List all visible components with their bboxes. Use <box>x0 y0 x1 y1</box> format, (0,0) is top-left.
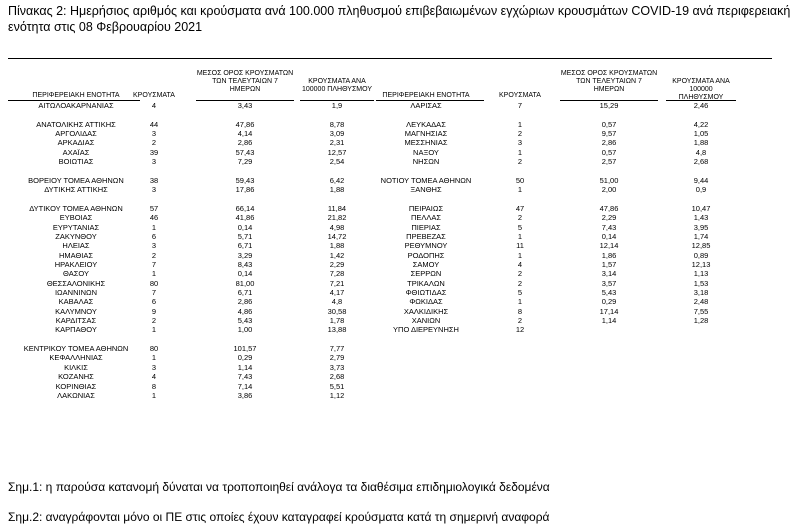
right-row-region: ΠΙΕΡΙΑΣ <box>411 222 441 232</box>
left-row-cases: 3 <box>151 362 157 372</box>
left-row-avg: 2,86 <box>237 138 253 148</box>
left-row-region: ΚΑΒΑΛΑΣ <box>58 297 94 307</box>
right-row-per100k: 1,43 <box>693 213 709 223</box>
right-row-avg: 17,14 <box>599 306 619 316</box>
left-row-region: ΚΑΛΥΜΝΟΥ <box>55 306 97 316</box>
right-row-per100k: 2,68 <box>693 157 709 167</box>
left-row-avg: 6,71 <box>237 288 253 297</box>
left-row-per100k: 1,42 <box>329 250 345 260</box>
left-row-avg: 6,71 <box>237 241 253 251</box>
left-row-region: ΑΝΑΤΟΛΙΚΗΣ ΑΤΤΙΚΗΣ <box>36 119 116 129</box>
left-row-region: ΚΙΛΚΙΣ <box>64 362 88 372</box>
left-row-cases: 3 <box>151 129 157 139</box>
left-row-cases: 39 <box>149 147 159 157</box>
right-row-per100k: 12,13 <box>691 259 711 269</box>
left-row-region: ΑΡΚΑΔΙΑΣ <box>57 138 95 148</box>
table-caption: Πίνακας 2: Ημερήσιος αριθμός και κρούσματα ανά 100.000 πληθυσμού επιβεβαιωμένων εγχώριων κρουσμάτων COVID-19 ανά περιφερειακή ενότητα στις 08 Φεβρουαρίου 2021 <box>8 4 791 34</box>
left-row-region: ΗΡΑΚΛΕΙΟΥ <box>54 259 98 269</box>
left-row-per100k: 1,88 <box>329 241 345 251</box>
right-row-cases: 2 <box>517 129 523 139</box>
left-row-cases: 1 <box>151 269 157 279</box>
left-row-region: ΑΡΓΟΛΙΔΑΣ <box>55 129 97 139</box>
right-row-region: ΜΕΣΣΗΝΙΑΣ <box>404 138 448 148</box>
left-row-region: ΗΜΑΘΙΑΣ <box>58 250 94 260</box>
left-row-cases: 80 <box>149 278 159 288</box>
right-row-per100k: 4,22 <box>693 119 709 129</box>
right-row-cases: 1 <box>517 297 523 307</box>
right-row-per100k: 10,47 <box>691 203 711 213</box>
left-row-avg: 1,14 <box>237 362 253 372</box>
right-row-cases: 7 <box>517 101 523 110</box>
right-row-avg: 2,57 <box>601 157 617 167</box>
left-row-per100k: 2,54 <box>329 157 345 167</box>
left-row-region: ΛΑΚΩΝΙΑΣ <box>57 390 95 400</box>
left-row-avg: 17,86 <box>235 185 255 195</box>
right-row-avg: 3,57 <box>601 278 617 288</box>
left-row-cases: 1 <box>151 390 157 400</box>
right-row-per100k: 1,13 <box>693 269 709 279</box>
left-row-per100k: 1,9 <box>331 101 343 110</box>
right-row-avg: 47,86 <box>599 203 619 213</box>
right-row-cases: 1 <box>517 231 523 241</box>
right-row-cases: 5 <box>517 222 523 232</box>
left-row-per100k: 21,82 <box>327 213 347 223</box>
right-row-region: ΠΕΙΡΑΙΩΣ <box>408 203 444 213</box>
right-row-cases: 1 <box>517 147 523 157</box>
left-row-per100k: 30,58 <box>327 306 347 316</box>
left-header-avg: ΜΕΣΟΣ ΟΡΟΣ ΚΡΟΥΣΜΑΤΩΝ ΤΩΝ ΤΕΛΕΥΤΑΙΩΝ 7 ΗΜΕΡΩΝ <box>196 70 294 93</box>
left-row-region: ΕΥΒΟΙΑΣ <box>59 213 93 223</box>
left-row-cases: 7 <box>151 259 157 269</box>
right-row-cases: 2 <box>517 213 523 223</box>
left-row-region: ΚΕΦΑΛΛΗΝΙΑΣ <box>49 353 103 363</box>
right-row-region: ΞΑΝΘΗΣ <box>410 185 442 195</box>
left-row-region: ΗΛΕΙΑΣ <box>62 241 90 251</box>
right-header-region: ΠΕΡΙΦΕΡΕΙΑΚΗ ΕΝΟΤΗΤΑ <box>382 92 470 99</box>
left-row-region: ΚΑΡΠΑΘΟΥ <box>55 325 97 335</box>
left-header-per100k: ΚΡΟΥΣΜΑΤΑ ΑΝΑ 100000 ΠΛΗΘΥΣΜΟΥ <box>301 78 373 93</box>
right-row-avg: 0,57 <box>601 119 617 129</box>
left-row-cases: 1 <box>151 222 157 232</box>
left-row-per100k: 13,88 <box>327 325 347 335</box>
left-row-cases: 2 <box>151 138 157 148</box>
left-row-avg: 66,14 <box>235 203 255 213</box>
right-row-avg: 2,00 <box>601 185 617 195</box>
left-row-region: ΙΩΑΝΝΙΝΩΝ <box>54 288 98 297</box>
right-row-cases: 2 <box>517 157 523 167</box>
right-row-cases: 12 <box>515 325 525 335</box>
right-row-per100k: 1,53 <box>693 278 709 288</box>
right-row-per100k: 1,74 <box>693 231 709 241</box>
right-row-region: ΦΩΚΙΔΑΣ <box>409 297 443 307</box>
left-row-per100k: 11,84 <box>327 203 347 213</box>
left-row-cases: 44 <box>149 119 159 129</box>
left-row-avg: 81,00 <box>235 278 255 288</box>
right-row-per100k: 4,8 <box>695 147 707 157</box>
right-header-per100k: ΚΡΟΥΣΜΑΤΑ ΑΝΑ 100000 ΠΛΗΘΥΣΜΟΥ <box>672 78 730 101</box>
right-row-per100k: 12,85 <box>691 241 711 251</box>
left-row-cases: 57 <box>149 203 159 213</box>
left-row-region: ΒΟΡΕΙΟΥ ΤΟΜΕΑ ΑΘΗΝΩΝ <box>28 175 124 185</box>
right-row-avg: 0,57 <box>601 147 617 157</box>
right-row-region: ΠΡΕΒΕΖΑΣ <box>406 231 446 241</box>
right-row-cases: 47 <box>515 203 525 213</box>
left-row-region: ΚΑΡΔΙΤΣΑΣ <box>55 316 97 325</box>
left-row-cases: 2 <box>151 250 157 260</box>
left-row-region: ΑΙΤΩΛΟΑΚΑΡΝΑΝΙΑΣ <box>38 101 114 110</box>
left-header-region: ΠΕΡΙΦΕΡΕΙΑΚΗ ΕΝΟΤΗΤΑ <box>32 92 120 99</box>
left-row-cases: 46 <box>149 213 159 223</box>
left-row-per100k: 2,29 <box>329 259 345 269</box>
right-row-cases: 11 <box>516 241 524 251</box>
left-row-per100k: 1,12 <box>329 390 345 400</box>
right-row-avg: 0,14 <box>601 231 617 241</box>
right-row-region: ΝΑΞΟΥ <box>413 147 439 157</box>
right-header-avg: ΜΕΣΟΣ ΟΡΟΣ ΚΡΟΥΣΜΑΤΩΝ ΤΩΝ ΤΕΛΕΥΤΑΙΩΝ 7 ΗΜΕΡΩΝ <box>560 70 658 93</box>
right-row-cases: 1 <box>517 185 523 195</box>
left-row-per100k: 1,78 <box>329 316 345 325</box>
left-row-avg: 57,43 <box>235 147 255 157</box>
left-row-per100k: 7,77 <box>329 344 345 354</box>
left-row-cases: 1 <box>151 353 157 363</box>
left-row-avg: 7,14 <box>237 381 253 391</box>
right-row-cases: 1 <box>517 250 523 260</box>
left-row-cases: 3 <box>151 157 157 167</box>
right-row-per100k: 7,55 <box>693 306 709 316</box>
left-row-avg: 3,29 <box>237 250 253 260</box>
left-row-region: ΔΥΤΙΚΟΥ ΤΟΜΕΑ ΑΘΗΝΩΝ <box>29 203 123 213</box>
left-row-region: ΘΑΣΟΥ <box>63 269 89 279</box>
left-row-avg: 5,71 <box>237 231 253 241</box>
left-row-region: ΘΕΣΣΑΛΟΝΙΚΗΣ <box>46 278 106 288</box>
right-row-region: ΧΑΝΙΩΝ <box>411 316 441 325</box>
right-header-cases: ΚΡΟΥΣΜΑΤΑ <box>499 92 541 99</box>
left-row-per100k: 1,88 <box>329 185 345 195</box>
left-row-region: ΚΟΖΑΝΗΣ <box>58 372 94 382</box>
left-row-per100k: 2,31 <box>329 138 345 148</box>
left-row-avg: 8,43 <box>237 259 253 269</box>
right-row-cases: 3 <box>517 138 523 148</box>
left-row-region: ΕΥΡΥΤΑΝΙΑΣ <box>52 222 100 232</box>
left-row-region: ΒΟΙΩΤΙΑΣ <box>58 157 94 167</box>
table-top-rule <box>8 58 772 59</box>
right-row-cases: 50 <box>515 175 525 185</box>
right-row-cases: 8 <box>517 306 523 316</box>
right-row-per100k: 1,05 <box>693 129 709 139</box>
left-row-per100k: 3,09 <box>329 129 345 139</box>
right-row-per100k: 0,9 <box>695 185 707 195</box>
right-row-per100k: 3,18 <box>693 288 709 297</box>
left-row-avg: 4,14 <box>237 129 253 139</box>
right-row-per100k: 9,44 <box>693 175 709 185</box>
left-row-avg: 101,57 <box>233 344 257 354</box>
left-row-cases: 6 <box>151 231 157 241</box>
right-row-avg: 7,43 <box>601 222 617 232</box>
right-row-avg: 51,00 <box>599 175 619 185</box>
left-row-per100k: 12,57 <box>327 147 347 157</box>
right-row-avg: 15,29 <box>599 101 619 110</box>
left-row-cases: 2 <box>151 316 157 325</box>
right-row-cases: 2 <box>517 269 523 279</box>
right-row-region: ΝΟΤΙΟΥ ΤΟΜΕΑ ΑΘΗΝΩΝ <box>380 175 472 185</box>
left-row-cases: 3 <box>151 241 157 251</box>
left-row-per100k: 4,17 <box>329 288 345 297</box>
left-row-per100k: 8,78 <box>329 119 345 129</box>
right-row-region: ΦΘΙΩΤΙΔΑΣ <box>405 288 447 297</box>
right-row-avg: 1,86 <box>601 250 617 260</box>
left-row-cases: 4 <box>151 101 157 110</box>
left-row-region: ΖΑΚΥΝΘΟΥ <box>55 231 97 241</box>
left-row-region: ΔΥΤΙΚΗΣ ΑΤΤΙΚΗΣ <box>44 185 108 195</box>
left-row-avg: 47,86 <box>235 119 255 129</box>
left-row-per100k: 3,73 <box>329 362 345 372</box>
left-row-avg: 0,14 <box>237 222 253 232</box>
note-1: Σημ.1: η παρούσα κατανομή δύναται να τροποποιηθεί ανάλογα τα διαθέσιμα επιδημιολογικά δεδομένα <box>8 480 550 494</box>
right-row-region: ΡΕΘΥΜΝΟΥ <box>404 241 448 251</box>
right-row-region: ΤΡΙΚΑΛΩΝ <box>407 278 445 288</box>
left-row-avg: 3,86 <box>237 390 253 400</box>
right-row-cases: 4 <box>517 259 523 269</box>
left-row-region: ΑΧΑΪΑΣ <box>62 147 90 157</box>
right-row-avg: 1,57 <box>601 259 617 269</box>
right-row-per100k: 2,46 <box>693 101 709 110</box>
right-row-region: ΝΗΣΩΝ <box>412 157 440 167</box>
left-row-avg: 7,43 <box>237 372 253 382</box>
left-row-per100k: 7,28 <box>329 269 345 279</box>
right-row-per100k: 1,28 <box>693 316 709 325</box>
right-row-region: ΛΑΡΙΣΑΣ <box>410 101 442 110</box>
right-row-region: ΜΑΓΝΗΣΙΑΣ <box>404 129 448 139</box>
left-row-cases: 38 <box>149 175 159 185</box>
right-row-cases: 2 <box>517 278 523 288</box>
left-row-avg: 4,86 <box>237 306 253 316</box>
left-row-per100k: 5,51 <box>329 381 345 391</box>
right-row-avg: 2,29 <box>601 213 617 223</box>
left-row-cases: 9 <box>151 306 157 316</box>
left-row-cases: 3 <box>151 185 157 195</box>
left-row-avg: 3,43 <box>237 101 253 110</box>
right-row-avg: 5,43 <box>601 288 617 297</box>
left-row-avg: 0,14 <box>237 269 253 279</box>
left-row-cases: 4 <box>151 372 157 382</box>
right-row-region: ΣΑΜΟΥ <box>412 259 440 269</box>
right-row-region: ΣΕΡΡΩΝ <box>410 269 442 279</box>
left-row-avg: 0,29 <box>237 353 253 363</box>
note-2: Σημ.2: αναγράφονται μόνο οι ΠΕ στις οποίες έχουν καταγραφεί κρούσματα κατά τη σημερινή αναφορά <box>8 510 550 524</box>
right-row-cases: 2 <box>517 316 523 325</box>
left-row-per100k: 14,72 <box>327 231 347 241</box>
left-row-avg: 7,29 <box>237 157 253 167</box>
left-row-avg: 2,86 <box>237 297 253 307</box>
right-row-avg: 9,57 <box>601 129 617 139</box>
right-row-region: ΧΑΛΚΙΔΙΚΗΣ <box>403 306 449 316</box>
right-row-region: ΡΟΔΟΠΗΣ <box>407 250 445 260</box>
left-row-per100k: 2,79 <box>329 353 345 363</box>
left-row-per100k: 7,21 <box>329 278 345 288</box>
right-row-avg: 12,14 <box>599 241 619 251</box>
left-row-per100k: 4,8 <box>331 297 343 307</box>
left-row-avg: 5,43 <box>237 316 253 325</box>
left-row-avg: 41,86 <box>235 213 255 223</box>
left-row-avg: 1,00 <box>237 325 253 335</box>
left-row-cases: 8 <box>151 381 157 391</box>
left-row-cases: 6 <box>151 297 157 307</box>
left-row-per100k: 4,98 <box>329 222 345 232</box>
right-row-region: ΠΕΛΛΑΣ <box>410 213 442 223</box>
right-row-avg: 2,86 <box>601 138 617 148</box>
left-row-region: ΚΕΝΤΡΙΚΟΥ ΤΟΜΕΑ ΑΘΗΝΩΝ <box>23 344 129 354</box>
left-row-per100k: 2,68 <box>329 372 345 382</box>
right-row-per100k: 3,95 <box>693 222 709 232</box>
left-row-cases: 1 <box>151 325 157 335</box>
left-row-cases: 80 <box>149 344 159 354</box>
right-row-per100k: 1,88 <box>693 138 709 148</box>
left-header-cases: ΚΡΟΥΣΜΑΤΑ <box>133 92 175 99</box>
right-row-per100k: 0,89 <box>693 250 709 260</box>
right-row-region: ΥΠΟ ΔΙΕΡΕΥΝΗΣΗ <box>393 325 459 335</box>
left-row-per100k: 6,42 <box>329 175 345 185</box>
right-row-per100k: 2,48 <box>693 297 709 307</box>
left-row-avg: 59,43 <box>235 175 255 185</box>
left-row-cases: 7 <box>151 288 157 297</box>
right-row-cases: 1 <box>517 119 523 129</box>
left-row-region: ΚΟΡΙΝΘΙΑΣ <box>55 381 97 391</box>
right-row-avg: 3,14 <box>601 269 617 279</box>
right-row-region: ΛΕΥΚΑΔΑΣ <box>406 119 446 129</box>
right-row-cases: 5 <box>517 288 523 297</box>
right-row-avg: 0,29 <box>601 297 617 307</box>
right-row-avg: 1,14 <box>601 316 617 325</box>
